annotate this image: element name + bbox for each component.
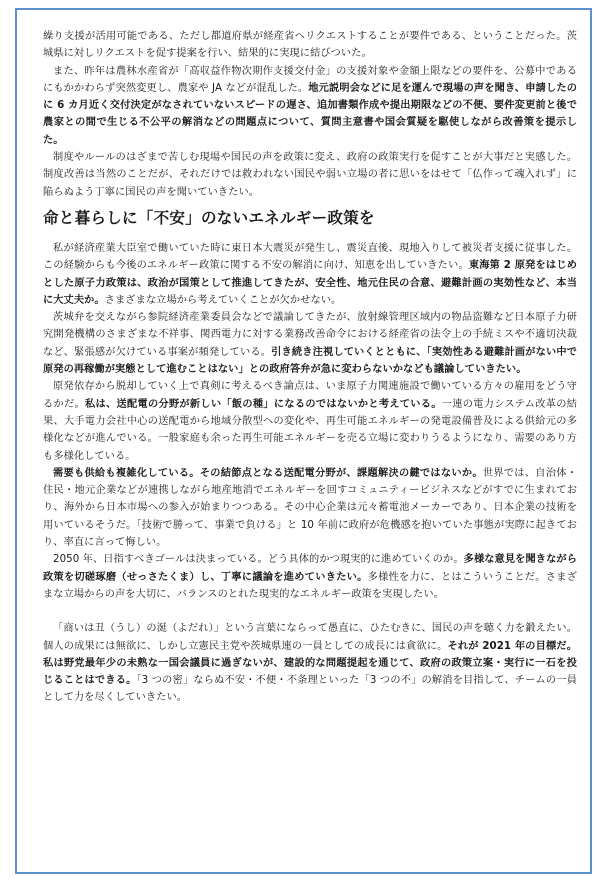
body-text: 繰り支援が活用可能である、ただし都道府県が経産省へリクエストすることが要件である、ということだった。茨城県に対しリクエストを促す提案を行い、結果的に実現に結びついた。 — [43, 31, 577, 60]
intro-section — [43, 28, 577, 201]
paragraph — [43, 620, 577, 706]
document-body — [43, 28, 577, 707]
paragraph — [43, 309, 577, 378]
paragraph — [43, 465, 577, 551]
emphasized-text: それが 2021 年の目標だ。私は野党最年少の未熟な一国会議員に過ぎないが、建設的な問題提起を通じて、政府の政策立案・実行に一石を投じることはできる。 — [43, 640, 577, 687]
body-text: 原発依存から脱却していく上で真剣に考えるべき論点は、いま原子力関連施設で働いている方々の雇用をどう守るかだ。 — [43, 381, 577, 410]
emphasized-text: 東海第 2 原発をはじめとした原子力政策は、政治が国策として推進してきたが、安全性、地元住民の合意、避難計画の実効性など、本当に大丈夫か。 — [43, 260, 578, 306]
paragraph — [43, 149, 577, 201]
emphasized-text: 引き続き注視していくとともに、「実効性ある避難計画がない中で原発の再稼働が実態として進むことはない」との政府答弁が急に変わらないかなども議論していきたい。 — [43, 346, 577, 376]
section-spacer — [43, 603, 577, 620]
paragraph — [43, 63, 577, 149]
body-text: 制度やルールのはざまで苦しむ現場や国民の声を政策に変え、政府の政策実行を促すことが大事だと実感した。制度改善は当然のことだが、それだけでは救われない国民や弱い立場の者に思いをはせて「仏作って魂入れず」に陥らぬよう丁寧に国民の声を聞いていきたい。 — [43, 152, 577, 198]
emphasized-text: 私は、送配電の分野が新しい「飯の種」になるのではないかと考えている。 — [84, 398, 442, 410]
body-text: さまざまな立場から考えていくことが欠かせない。 — [104, 294, 342, 306]
paragraph — [43, 551, 577, 603]
emphasized-text: 地元説明会などに足を運んで現場の声を聞き、申請したのに 6 カ月近く交付決定がなされていないスピードの遅さ、追加書類作成や提出期限などの不便、要件変更前と後で農家との間で生じる不公平の解消などの問題点について、質問主意書や国会質疑を駆使しながら改善策を提示した。 — [43, 82, 577, 146]
emphasized-text: 需要も供給も複雑化している。その結節点となる送配電分野が、課題解決の鍵ではないか。 — [53, 467, 483, 479]
body-text: 世界では、自治体・住民・地元企業などが連携しながら地産地消でエネルギーを回すコミュニティービジネスなどがすでに生まれており、海外から日本市場への参入が始まりつつある。その中心企業は元々蓄電池メーカーであり、日本企業の技術を用いているそうだ。「技術で勝って、事業で負ける」と 10 年前に政府が危機感を抱いていた事態が実際に起きており、率直に言って悔しい。 — [43, 467, 577, 549]
emphasized-text: 多様な意見を聞きながら政策を切磋琢磨（せっさたくま）し、丁寧に議論を進めていきたい。 — [43, 554, 577, 583]
body-text: 多様性を力に、とはこういうことだ。さまざまな立場からの声を大切に、バランスのとれた現実的なエネルギー政策を実現したい。 — [43, 571, 577, 600]
body-text: 「3 つの密」ならぬ不安・不便・不条理といった「3 つの不」の解消を目指して、チームの一員として力を尽くしていきたい。 — [43, 675, 577, 704]
body-text: 茨城弁を交えながら参院経済産業委員会などで議論してきたが、放射線管理区域内の物品盗難など日本原子力研究開発機構のさまざまな不祥事、関西電力に対する業務改善命令における経産省の法令上の手続ミスや不適切決裁など、緊張感が欠けている事案が頻発している。 — [43, 312, 577, 358]
paragraph — [43, 378, 577, 464]
body-text: また、昨年は農林水産省が「高収益作物次期作支援交付金」の支援対象や金額上限などの要件を、公募中であるにもかかわらず突然変更し、農家や JA などが混乱した。 — [43, 65, 577, 94]
closing-section — [43, 620, 577, 706]
section-heading: 命と暮らしに「不安」のないエネルギー政策を — [43, 208, 375, 227]
paragraph — [43, 28, 577, 63]
energy-policy-section — [43, 240, 577, 603]
paragraph — [43, 240, 577, 309]
body-text: 「商いは丑（うし）の涎（よだれ）」という言葉にならって愚直に、ひたむきに、国民の声を聴く力を鍛えたい。個人の成果には無欲に、しかし立憲民主党や茨城県連の一員としての成長には貪欲に。 — [43, 623, 577, 652]
body-text: 一連の電力システム改革の結果、大手電力会社中心の送配電から地域分散型への変化や、再生可能エネルギーの発電設備普及による供給元の多様化などが進んでいる。一般家庭も余った再生可能エネルギーを売る立場に変わりうるようになり、需要のあり方も多様化している。 — [43, 398, 577, 462]
body-text: 私が経済産業大臣室で働いていた時に東日本大震災が発生し、震災直後、現地入りして被災者支援に従事した。この経験からも今後のエネルギー政策に関する不安の解消に向け、知恵を出していきたい。 — [43, 242, 577, 272]
body-text: 2050 年、日指すべきゴールは決まっている。どう具体的かつ現実的に進めていくのか。 — [53, 554, 464, 566]
